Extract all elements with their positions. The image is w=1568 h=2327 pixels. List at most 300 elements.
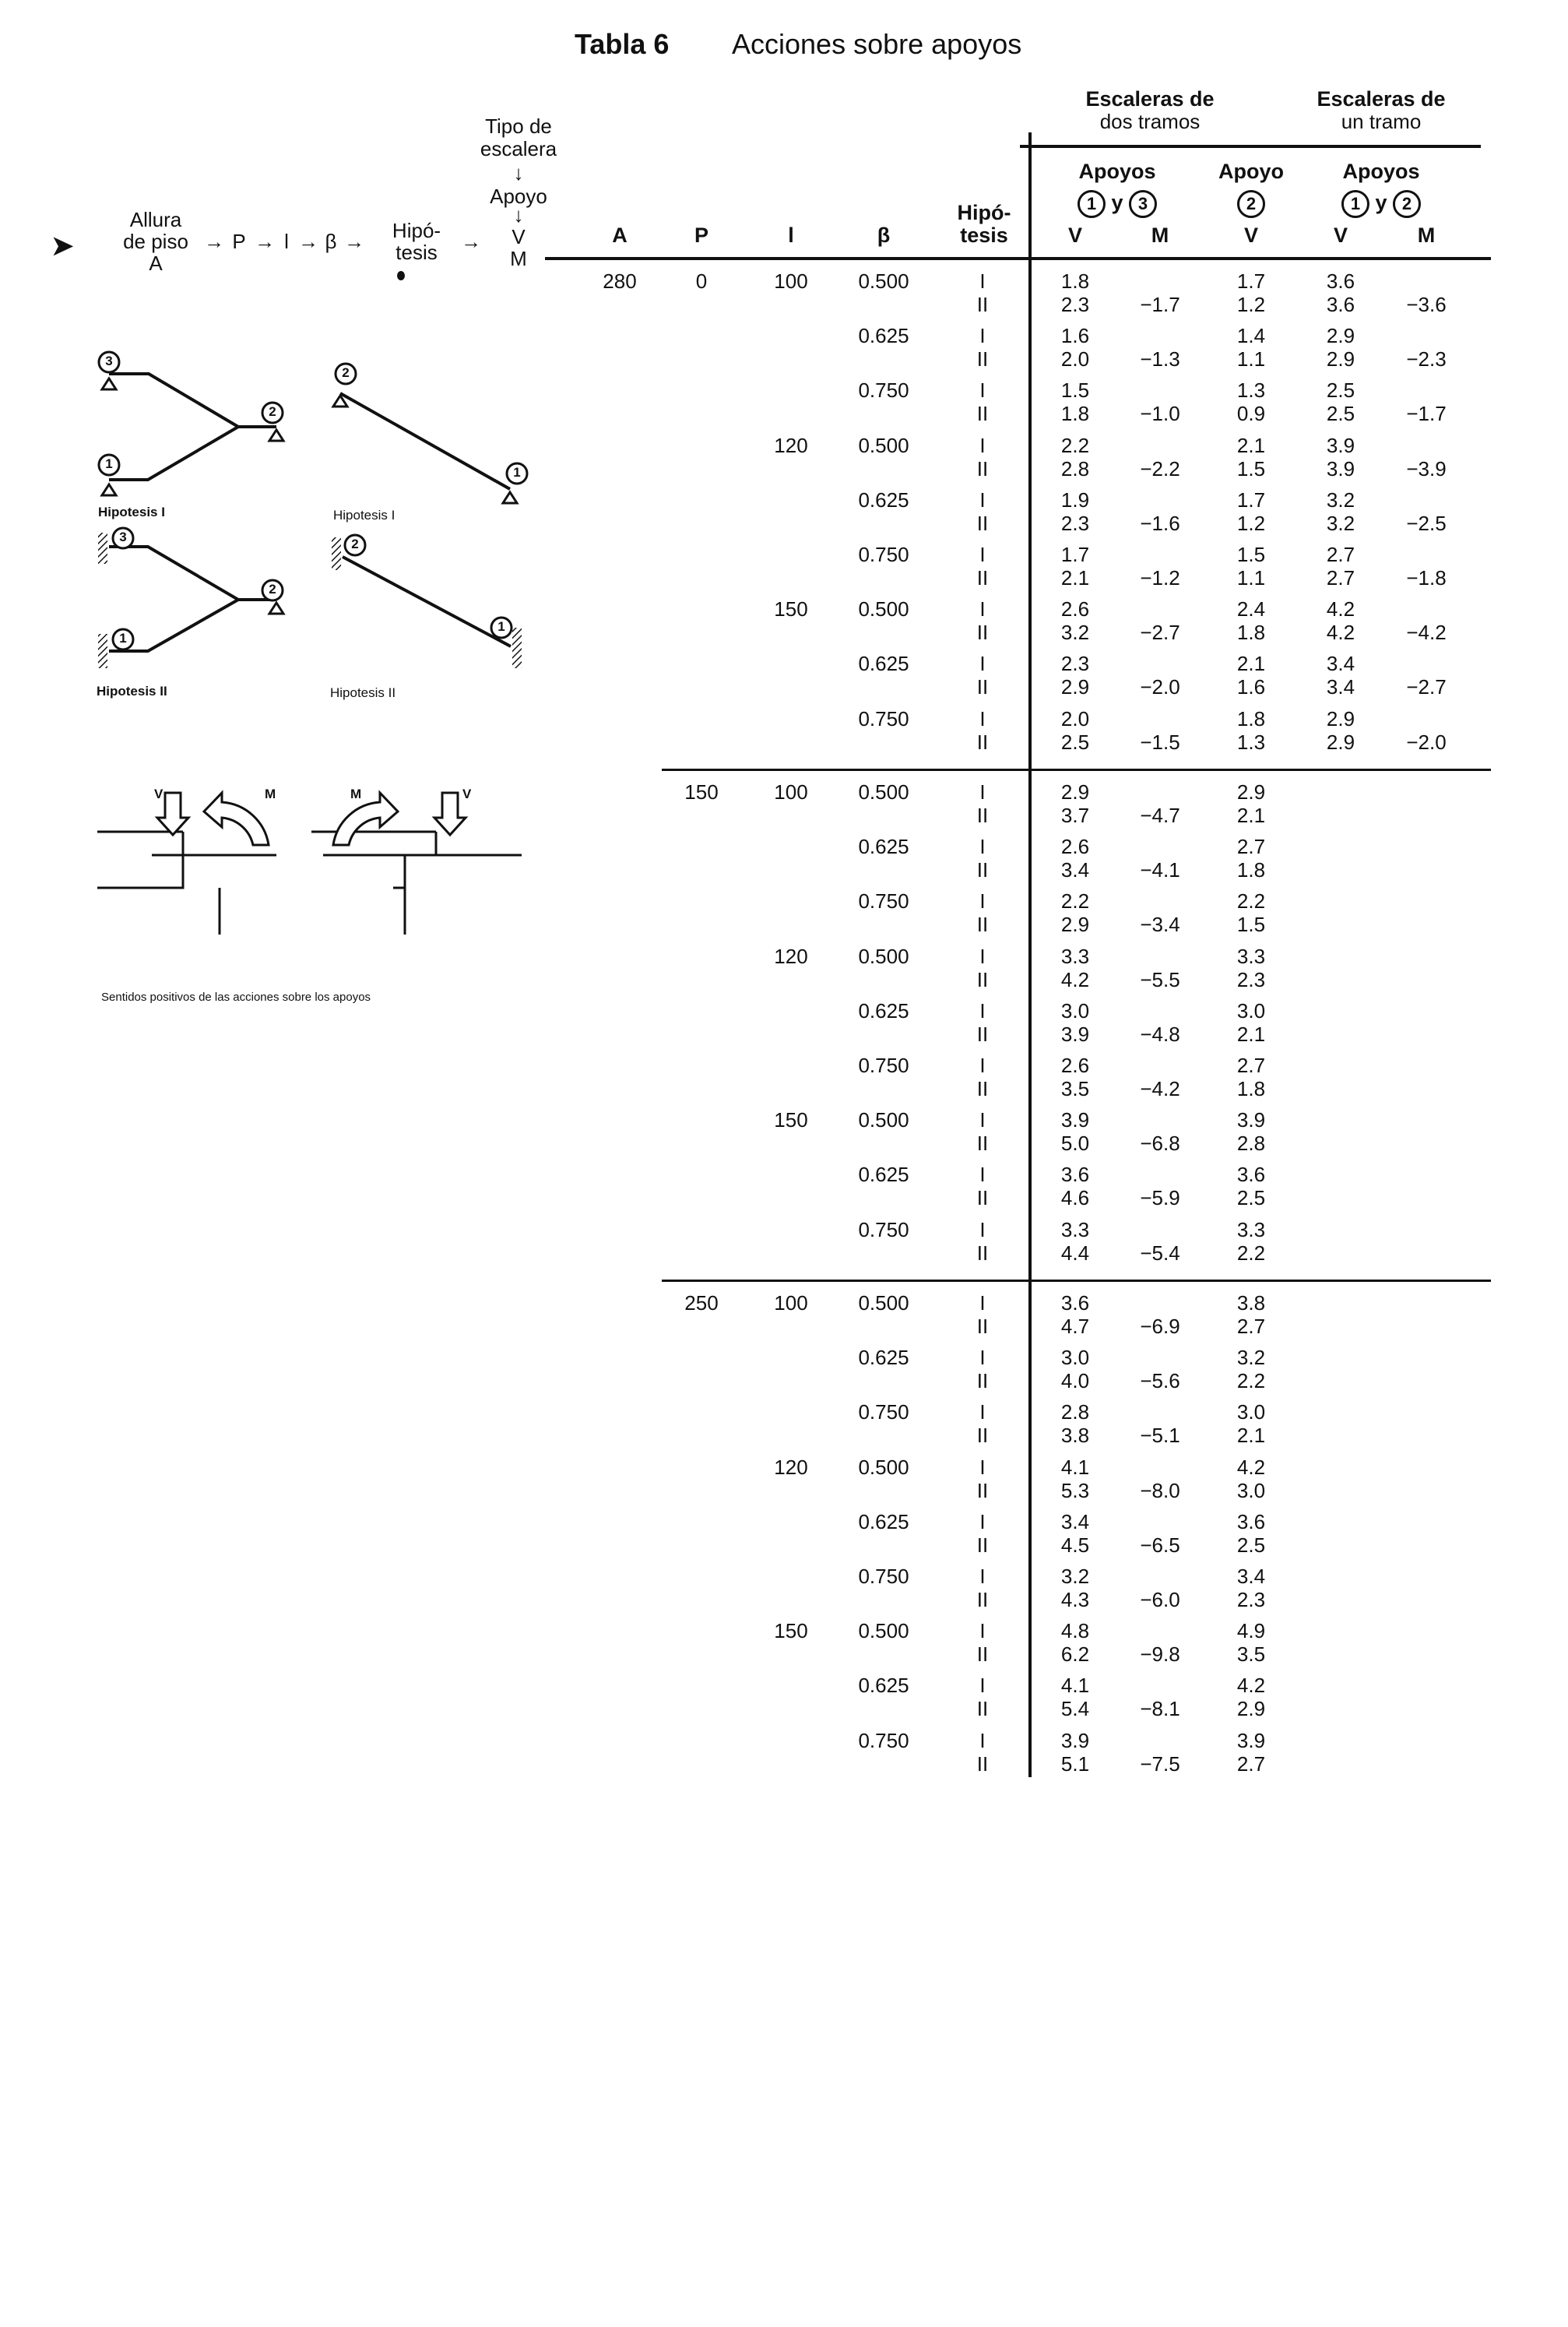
cell-v13: 3.3 bbox=[1060, 1217, 1090, 1241]
cell-v2: 2.1 bbox=[1236, 652, 1266, 676]
cell-v13: 4.6 bbox=[1060, 1186, 1090, 1210]
cell-v12: 2.5 bbox=[1326, 402, 1355, 426]
cell-v12: 3.4 bbox=[1326, 652, 1355, 676]
cell-v13: 2.0 bbox=[1060, 706, 1090, 730]
cell-hipotesis: II bbox=[976, 1424, 989, 1448]
cell-l: 100 bbox=[774, 269, 808, 293]
cell-hipotesis: I bbox=[979, 1346, 986, 1370]
arrow-icon: → bbox=[298, 230, 318, 253]
cell-v2: 1.1 bbox=[1236, 566, 1266, 590]
cell-v13: 2.9 bbox=[1060, 913, 1090, 937]
cell-hipotesis: I bbox=[979, 998, 986, 1023]
cell-v2: 2.2 bbox=[1236, 1369, 1266, 1393]
cell-hipotesis: I bbox=[979, 1619, 986, 1643]
cell-beta: 0.625 bbox=[858, 488, 909, 512]
cell-hipotesis: II bbox=[976, 566, 989, 590]
cell-hipotesis: II bbox=[976, 1186, 989, 1210]
circled-2: 2 bbox=[1393, 190, 1421, 218]
header-un-tramo-1: Escaleras de bbox=[1317, 87, 1446, 111]
col-l: l bbox=[788, 224, 794, 247]
cell-beta: 0.750 bbox=[858, 1054, 909, 1077]
cell-hipotesis: II bbox=[976, 804, 989, 827]
col-V-2: V bbox=[1243, 224, 1259, 247]
cell-beta: 0.500 bbox=[858, 433, 909, 457]
cell-v2: 0.9 bbox=[1236, 402, 1266, 426]
cell-v2: 1.1 bbox=[1236, 347, 1266, 371]
cell-beta: 0.500 bbox=[858, 269, 909, 293]
arrow-icon: → bbox=[344, 230, 364, 253]
cell-v2: 1.5 bbox=[1236, 543, 1266, 566]
sign-convention-diagram bbox=[97, 793, 522, 935]
cell-v2: 3.0 bbox=[1236, 1400, 1266, 1424]
cell-v13: 2.0 bbox=[1060, 347, 1090, 371]
cell-P: 250 bbox=[684, 1291, 719, 1315]
label-two-span-II: Hipotesis II bbox=[97, 684, 167, 699]
cell-beta: 0.500 bbox=[858, 1108, 909, 1132]
cell-m12: −1.7 bbox=[1406, 402, 1447, 426]
cell-m13: −4.2 bbox=[1140, 1077, 1180, 1100]
cell-hipotesis: I bbox=[979, 835, 986, 859]
col-V-12: V bbox=[1333, 224, 1348, 247]
cell-v13: 5.4 bbox=[1060, 1697, 1090, 1721]
cell-v12: 3.4 bbox=[1326, 675, 1355, 699]
cell-m13: −9.8 bbox=[1140, 1642, 1180, 1667]
cell-beta: 0.500 bbox=[858, 1455, 909, 1479]
cell-m13: −5.6 bbox=[1140, 1369, 1180, 1393]
cell-hipotesis: I bbox=[979, 1400, 986, 1424]
cell-m13: −7.5 bbox=[1140, 1751, 1180, 1776]
cell-hipotesis: II bbox=[976, 1751, 989, 1776]
cell-v2: 2.4 bbox=[1236, 597, 1266, 621]
legend-apoyo: Apoyo bbox=[490, 185, 547, 208]
cell-v13: 2.8 bbox=[1060, 456, 1090, 481]
cell-v2: 2.2 bbox=[1236, 1241, 1266, 1265]
cell-hipotesis: II bbox=[976, 1478, 989, 1502]
cell-hipotesis: II bbox=[976, 858, 989, 882]
cell-v13: 4.7 bbox=[1060, 1315, 1090, 1338]
cell-l: 100 bbox=[774, 780, 808, 804]
cell-hipotesis: II bbox=[976, 1533, 989, 1557]
cell-hipotesis: II bbox=[976, 913, 989, 937]
circled-1: 1 bbox=[1078, 190, 1106, 218]
header-support-2 bbox=[1237, 190, 1265, 218]
cell-beta: 0.750 bbox=[858, 1565, 909, 1588]
cell-hipotesis: II bbox=[976, 1022, 989, 1046]
legend-beta: β bbox=[325, 230, 337, 253]
cell-m13: −4.7 bbox=[1140, 804, 1180, 827]
cell-v2: 4.2 bbox=[1236, 1455, 1266, 1479]
cell-beta: 0.750 bbox=[858, 1400, 909, 1424]
label-one-span-I: Hipotesis I bbox=[333, 508, 396, 523]
cell-v13: 2.6 bbox=[1060, 835, 1090, 859]
cell-beta: 0.750 bbox=[858, 543, 909, 566]
cell-beta: 0.625 bbox=[858, 998, 909, 1023]
cell-v2: 2.1 bbox=[1236, 433, 1266, 457]
cell-beta: 0.625 bbox=[858, 1674, 909, 1698]
group-divider bbox=[662, 769, 1491, 771]
cell-v13: 2.3 bbox=[1060, 293, 1090, 316]
cell-v13: 3.9 bbox=[1060, 1022, 1090, 1046]
cell-v13: 2.6 bbox=[1060, 597, 1090, 621]
cell-P: 0 bbox=[695, 269, 708, 293]
col-V-13: V bbox=[1067, 224, 1083, 247]
cell-hipotesis: I bbox=[979, 1054, 986, 1077]
cell-hipotesis: I bbox=[979, 1674, 986, 1698]
cell-v2: 1.2 bbox=[1236, 293, 1266, 316]
table-caption: Acciones sobre apoyos bbox=[732, 28, 1022, 60]
cell-v2: 3.3 bbox=[1236, 1217, 1266, 1241]
cell-v12: 2.9 bbox=[1326, 706, 1355, 730]
cell-v2: 1.4 bbox=[1236, 324, 1266, 348]
cell-v2: 1.5 bbox=[1236, 456, 1266, 481]
cell-m13: −2.2 bbox=[1140, 456, 1180, 481]
cell-hipotesis: I bbox=[979, 944, 986, 968]
pin-support-icon bbox=[102, 378, 517, 614]
cell-m12: −2.3 bbox=[1406, 347, 1447, 371]
node-2: 2 bbox=[269, 404, 276, 419]
cell-hipotesis: II bbox=[976, 1642, 989, 1667]
shear-arrow-icon bbox=[434, 793, 466, 835]
cell-m13: −1.0 bbox=[1140, 402, 1180, 426]
col-P: P bbox=[694, 224, 709, 247]
legend-tipo-2: escalera bbox=[480, 137, 557, 160]
cell-beta: 0.625 bbox=[858, 324, 909, 348]
cell-v2: 3.9 bbox=[1236, 1108, 1266, 1132]
cell-v12: 2.9 bbox=[1326, 730, 1355, 754]
cell-beta: 0.500 bbox=[858, 597, 909, 621]
cell-hipotesis: I bbox=[979, 706, 986, 730]
cell-v13: 3.5 bbox=[1060, 1077, 1090, 1100]
cell-l: 120 bbox=[774, 944, 808, 968]
col-M-13: M bbox=[1151, 224, 1169, 247]
cell-v13: 4.4 bbox=[1060, 1241, 1090, 1265]
cell-v2: 1.3 bbox=[1236, 378, 1266, 403]
arrow-icon: → bbox=[204, 230, 224, 253]
vertical-rule bbox=[1028, 132, 1032, 1777]
cell-beta: 0.500 bbox=[858, 1619, 909, 1643]
cell-v2: 3.6 bbox=[1236, 1509, 1266, 1533]
node-1: 1 bbox=[497, 619, 505, 634]
cell-l: 150 bbox=[774, 597, 808, 621]
cell-v2: 3.0 bbox=[1236, 1478, 1266, 1502]
cell-v13: 1.6 bbox=[1060, 324, 1090, 348]
cell-v13: 2.3 bbox=[1060, 652, 1090, 676]
cell-hipotesis: I bbox=[979, 543, 986, 566]
label-two-span-I: Hipotesis I bbox=[98, 505, 165, 519]
cell-v12: 4.2 bbox=[1326, 597, 1355, 621]
label-m: M bbox=[350, 787, 362, 801]
cell-m13: −2.7 bbox=[1140, 621, 1180, 645]
cell-v2: 4.9 bbox=[1236, 1619, 1266, 1643]
y-label: y bbox=[1375, 191, 1387, 215]
cell-hipotesis: II bbox=[976, 1241, 989, 1265]
cell-m13: −4.8 bbox=[1140, 1022, 1180, 1046]
cell-l: 100 bbox=[774, 1291, 808, 1315]
cell-v13: 3.3 bbox=[1060, 944, 1090, 968]
moment-arrow-icon bbox=[204, 793, 269, 845]
header-supports-1-3 bbox=[1078, 190, 1157, 218]
cell-m13: −3.4 bbox=[1140, 913, 1180, 937]
cell-v12: 3.6 bbox=[1326, 269, 1355, 293]
cell-v12: 3.9 bbox=[1326, 433, 1355, 457]
header-dos-tramos-2: dos tramos bbox=[1099, 110, 1201, 133]
cell-v13: 3.7 bbox=[1060, 804, 1090, 827]
cell-v13: 3.9 bbox=[1060, 1728, 1090, 1752]
cell-v13: 3.6 bbox=[1060, 1291, 1090, 1315]
cell-hipotesis: II bbox=[976, 511, 989, 535]
node-2: 2 bbox=[351, 537, 359, 551]
down-arrow-icon: ↓ bbox=[513, 203, 524, 227]
cell-v13: 2.6 bbox=[1060, 1054, 1090, 1077]
cell-v2: 1.8 bbox=[1236, 706, 1266, 730]
cell-v2: 1.8 bbox=[1236, 858, 1266, 882]
cell-v2: 2.7 bbox=[1236, 1751, 1266, 1776]
one-span-stair-I bbox=[340, 393, 510, 489]
cell-v2: 1.2 bbox=[1236, 511, 1266, 535]
cell-m13: −6.0 bbox=[1140, 1588, 1180, 1611]
pointer-icon: ➤ bbox=[51, 231, 74, 261]
legend-altura-2: de piso bbox=[123, 230, 188, 253]
cell-v2: 1.5 bbox=[1236, 913, 1266, 937]
cell-v13: 3.4 bbox=[1060, 1509, 1090, 1533]
cell-l: 150 bbox=[774, 1108, 808, 1132]
cell-v2: 3.9 bbox=[1236, 1728, 1266, 1752]
circled-3: 3 bbox=[1129, 190, 1157, 218]
cell-v2: 2.7 bbox=[1236, 1054, 1266, 1077]
cell-v13: 4.3 bbox=[1060, 1588, 1090, 1611]
cell-hipotesis: II bbox=[976, 675, 989, 699]
cell-v12: 3.6 bbox=[1326, 293, 1355, 316]
node-1: 1 bbox=[119, 631, 127, 646]
cell-v2: 3.3 bbox=[1236, 944, 1266, 968]
cell-v13: 4.0 bbox=[1060, 1369, 1090, 1393]
cell-m13: −1.3 bbox=[1140, 347, 1180, 371]
cell-v2: 2.9 bbox=[1236, 780, 1266, 804]
cell-v13: 4.1 bbox=[1060, 1455, 1090, 1479]
label-v: V bbox=[462, 787, 472, 801]
cell-v2: 3.6 bbox=[1236, 1163, 1266, 1187]
cell-v13: 1.8 bbox=[1060, 269, 1090, 293]
cell-v12: 3.2 bbox=[1326, 511, 1355, 535]
cell-beta: 0.750 bbox=[858, 1217, 909, 1241]
header-apoyo-2: Apoyo bbox=[1218, 160, 1284, 183]
legend-m: M bbox=[510, 247, 527, 270]
cell-v2: 3.5 bbox=[1236, 1642, 1266, 1667]
cell-m12: −2.0 bbox=[1406, 730, 1447, 754]
header-apoyos-12: Apoyos bbox=[1342, 160, 1420, 183]
cell-v13: 4.2 bbox=[1060, 967, 1090, 991]
cell-l: 120 bbox=[774, 433, 808, 457]
cell-hipotesis: I bbox=[979, 1455, 986, 1479]
cell-m13: −6.9 bbox=[1140, 1315, 1180, 1338]
cell-v2: 2.5 bbox=[1236, 1186, 1266, 1210]
cell-beta: 0.750 bbox=[858, 889, 909, 914]
cell-v2: 2.5 bbox=[1236, 1533, 1266, 1557]
header-bottom-rule bbox=[545, 257, 1491, 260]
two-span-stair-I bbox=[109, 374, 276, 427]
cell-v13: 3.9 bbox=[1060, 1108, 1090, 1132]
cell-v13: 2.9 bbox=[1060, 675, 1090, 699]
cell-beta: 0.750 bbox=[858, 378, 909, 403]
cell-m13: −5.4 bbox=[1140, 1241, 1180, 1265]
cell-hipotesis: I bbox=[979, 780, 986, 804]
cell-hipotesis: I bbox=[979, 433, 986, 457]
legend-l: l bbox=[284, 230, 289, 253]
cell-beta: 0.750 bbox=[858, 1728, 909, 1752]
cell-hipotesis: I bbox=[979, 889, 986, 914]
cell-m12: −2.7 bbox=[1406, 675, 1447, 699]
cell-hipotesis: I bbox=[979, 378, 986, 403]
cell-v12: 2.7 bbox=[1326, 566, 1355, 590]
table-number: Tabla 6 bbox=[575, 28, 670, 60]
cell-v2: 2.7 bbox=[1236, 1315, 1266, 1338]
cell-v2: 2.8 bbox=[1236, 1132, 1266, 1156]
cell-m13: −8.1 bbox=[1140, 1697, 1180, 1721]
cell-l: 120 bbox=[774, 1455, 808, 1479]
label-one-span-II: Hipotesis II bbox=[330, 685, 396, 700]
cell-m12: −3.6 bbox=[1406, 293, 1447, 316]
cell-v12: 4.2 bbox=[1326, 621, 1355, 645]
cell-v2: 2.3 bbox=[1236, 967, 1266, 991]
cell-v13: 4.1 bbox=[1060, 1674, 1090, 1698]
label-v: V bbox=[154, 787, 163, 801]
cell-v12: 3.9 bbox=[1326, 456, 1355, 481]
cell-v2: 2.9 bbox=[1236, 1697, 1266, 1721]
cell-v13: 5.1 bbox=[1060, 1751, 1090, 1776]
arrow-icon: → bbox=[255, 230, 275, 253]
cell-v13: 6.2 bbox=[1060, 1642, 1090, 1667]
cell-hipotesis: I bbox=[979, 488, 986, 512]
cell-hipotesis: II bbox=[976, 730, 989, 754]
cell-v13: 3.8 bbox=[1060, 1424, 1090, 1448]
col-beta: β bbox=[877, 224, 891, 247]
col-hip-2: tesis bbox=[960, 224, 1008, 247]
cell-v12: 2.9 bbox=[1326, 347, 1355, 371]
cell-v13: 2.2 bbox=[1060, 433, 1090, 457]
cell-m13: −4.1 bbox=[1140, 858, 1180, 882]
cell-v13: 3.0 bbox=[1060, 1346, 1090, 1370]
cell-hipotesis: I bbox=[979, 1565, 986, 1588]
cell-v13: 1.7 bbox=[1060, 543, 1090, 566]
cell-m13: −1.2 bbox=[1140, 566, 1180, 590]
cell-v12: 2.9 bbox=[1326, 324, 1355, 348]
cell-v2: 2.1 bbox=[1236, 804, 1266, 827]
cell-m13: −5.5 bbox=[1140, 967, 1180, 991]
cell-beta: 0.750 bbox=[858, 706, 909, 730]
cell-m13: −6.8 bbox=[1140, 1132, 1180, 1156]
cell-hipotesis: I bbox=[979, 1108, 986, 1132]
cell-m12: −3.9 bbox=[1406, 456, 1447, 481]
cell-beta: 0.500 bbox=[858, 944, 909, 968]
cell-m13: −5.1 bbox=[1140, 1424, 1180, 1448]
col-hip-1: Hipó- bbox=[957, 201, 1011, 224]
col-A: A bbox=[612, 224, 628, 247]
cell-hipotesis: II bbox=[976, 1369, 989, 1393]
cell-v2: 1.8 bbox=[1236, 1077, 1266, 1100]
cell-hipotesis: I bbox=[979, 1291, 986, 1315]
cell-l: 150 bbox=[774, 1619, 808, 1643]
cell-v13: 1.5 bbox=[1060, 378, 1090, 403]
cell-v13: 1.9 bbox=[1060, 488, 1090, 512]
cell-A: 280 bbox=[603, 269, 637, 293]
cell-v2: 3.2 bbox=[1236, 1346, 1266, 1370]
cell-hipotesis: I bbox=[979, 324, 986, 348]
cell-v2: 1.7 bbox=[1236, 269, 1266, 293]
legend-hip-2: tesis bbox=[396, 241, 438, 264]
cell-hipotesis: II bbox=[976, 1315, 989, 1338]
cell-m13: −1.6 bbox=[1140, 511, 1180, 535]
cell-m13: −5.9 bbox=[1140, 1186, 1180, 1210]
cell-v2: 1.6 bbox=[1236, 675, 1266, 699]
cell-beta: 0.625 bbox=[858, 1346, 909, 1370]
circled-1: 1 bbox=[1341, 190, 1369, 218]
cell-v2: 4.2 bbox=[1236, 1674, 1266, 1698]
cell-hipotesis: I bbox=[979, 1509, 986, 1533]
legend-tipo-1: Tipo de bbox=[485, 114, 552, 138]
cell-v2: 2.1 bbox=[1236, 1022, 1266, 1046]
cell-v2: 2.7 bbox=[1236, 835, 1266, 859]
legend-altura-1: Allura bbox=[129, 208, 182, 231]
cell-beta: 0.625 bbox=[858, 652, 909, 676]
cell-hipotesis: I bbox=[979, 597, 986, 621]
arrow-icon: → bbox=[461, 230, 481, 253]
node-1: 1 bbox=[513, 465, 521, 480]
cell-v13: 2.3 bbox=[1060, 511, 1090, 535]
circled-2: 2 bbox=[1237, 190, 1265, 218]
header-un-tramo-2: un tramo bbox=[1341, 110, 1422, 133]
node-1: 1 bbox=[105, 456, 113, 471]
cell-v13: 2.9 bbox=[1060, 780, 1090, 804]
cell-v13: 3.2 bbox=[1060, 621, 1090, 645]
cell-v13: 3.0 bbox=[1060, 998, 1090, 1023]
cell-hipotesis: II bbox=[976, 1132, 989, 1156]
y-label: y bbox=[1111, 191, 1123, 215]
cell-m12: −4.2 bbox=[1406, 621, 1447, 645]
cell-m13: −6.5 bbox=[1140, 1533, 1180, 1557]
cell-hipotesis: II bbox=[976, 1697, 989, 1721]
cell-m12: −2.5 bbox=[1406, 511, 1447, 535]
node-3: 3 bbox=[119, 530, 127, 544]
header-dos-tramos-1: Escaleras de bbox=[1085, 87, 1215, 111]
down-arrow-icon: ↓ bbox=[513, 161, 524, 185]
cell-v12: 3.2 bbox=[1326, 488, 1355, 512]
header-supports-1-2 bbox=[1341, 190, 1421, 218]
cell-v12: 2.7 bbox=[1326, 543, 1355, 566]
cell-v2: 3.0 bbox=[1236, 998, 1266, 1023]
cell-beta: 0.625 bbox=[858, 835, 909, 859]
two-span-stair-II bbox=[109, 547, 276, 600]
cell-hipotesis: I bbox=[979, 1217, 986, 1241]
cell-m12: −1.8 bbox=[1406, 566, 1447, 590]
cell-v2: 1.3 bbox=[1236, 730, 1266, 754]
cell-beta: 0.500 bbox=[858, 780, 909, 804]
cell-hipotesis: II bbox=[976, 1077, 989, 1100]
cell-v13: 3.4 bbox=[1060, 858, 1090, 882]
cell-v2: 2.3 bbox=[1236, 1588, 1266, 1611]
cell-hipotesis: II bbox=[976, 293, 989, 316]
cell-m13: −1.7 bbox=[1140, 293, 1180, 316]
cell-hipotesis: I bbox=[979, 1163, 986, 1187]
cell-hipotesis: I bbox=[979, 1728, 986, 1752]
cell-v2: 2.1 bbox=[1236, 1424, 1266, 1448]
cell-hipotesis: I bbox=[979, 652, 986, 676]
legend-v: V bbox=[512, 225, 526, 248]
group-divider bbox=[662, 1280, 1491, 1282]
cell-beta: 0.500 bbox=[858, 1291, 909, 1315]
cell-hipotesis: II bbox=[976, 967, 989, 991]
one-span-stair-II bbox=[343, 557, 511, 646]
cell-hipotesis: I bbox=[979, 269, 986, 293]
